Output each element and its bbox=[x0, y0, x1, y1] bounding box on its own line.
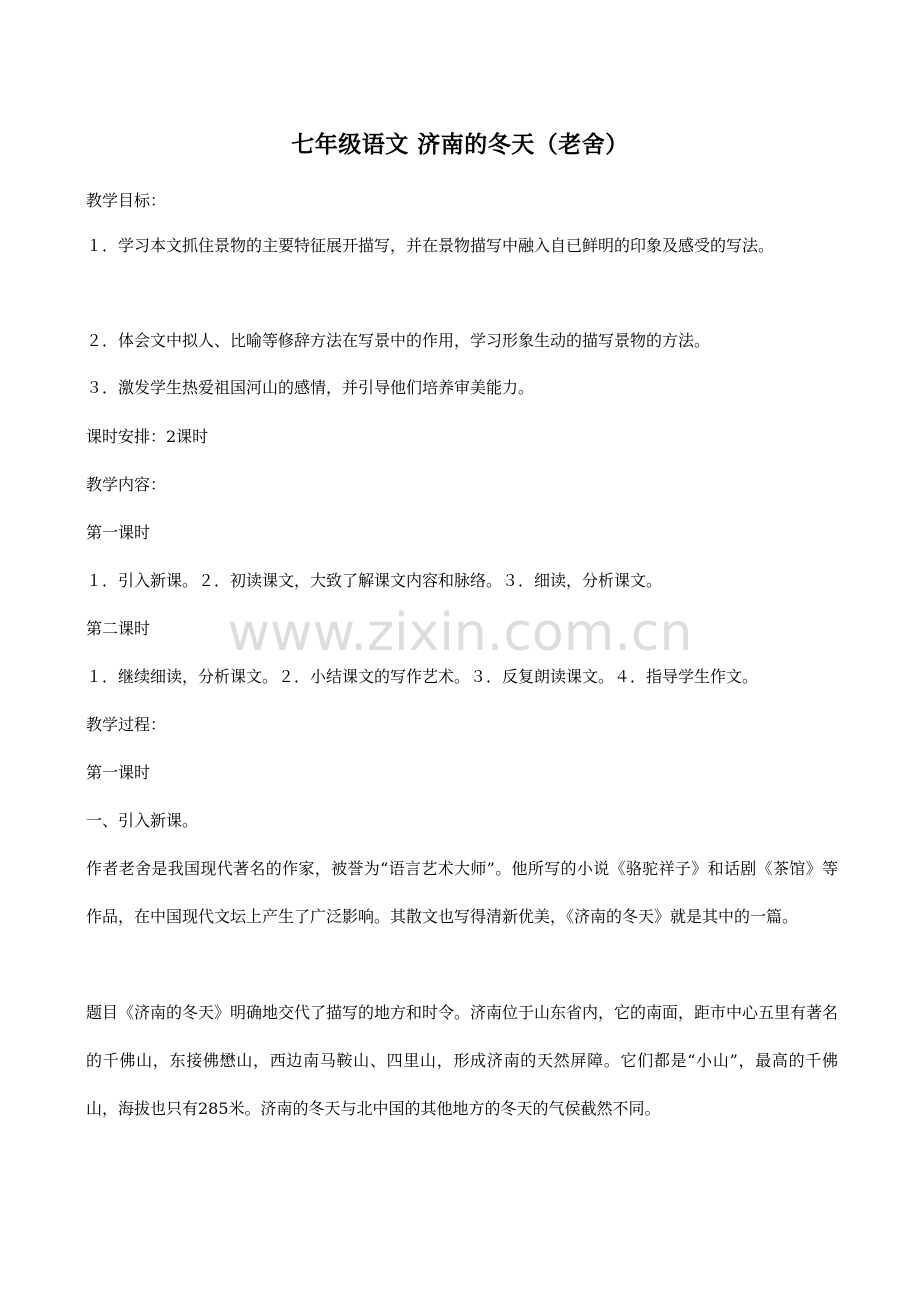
step1-heading: 一、引入新课。 bbox=[86, 811, 199, 830]
lesson1-heading: 第一课时 bbox=[86, 523, 151, 542]
objective-item-2: ２．体会文中拟人、比喻等修辞方法在写景中的作用，学习形象生动的描写景物的方法。 bbox=[86, 331, 711, 350]
objective-item-3: ３．激发学生热爱祖国河山的感情，并引导他们培养审美能力。 bbox=[86, 378, 535, 397]
content-heading: 教学内容： bbox=[86, 475, 167, 494]
paragraph-2: 题目《济南的冬天》明确地交代了描写的地方和时令。济南位于山东省内，它的南面，距市中心五里有著名的千佛山，东接佛懋山，西边南马鞍山、四里山，形成济南的天然屏障。它们都是“小山”，最高的千佛山，海拔也只有285米。济南的冬天与北中国的其他地方的冬天的气侯截然不同。 bbox=[86, 1003, 839, 1118]
lesson1-items: １．引入新课。２．初读课文，大致了解课文内容和脉络。３．细读，分析课文。 bbox=[86, 571, 663, 590]
objectives-heading: 教学目标： bbox=[86, 191, 167, 210]
watermark: www.zixin.com.cn bbox=[227, 603, 693, 663]
schedule-line: 课时安排：2课时 bbox=[86, 427, 209, 446]
paragraph-1: 作者老舍是我国现代著名的作家，被誉为“语言艺术大师”。他所写的小说《骆驼祥子》和话剧《茶馆》等作品，在中国现代文坛上产生了广泛影响。其散文也写得清新优美，《济南的冬天》就是其中的一篇。 bbox=[86, 859, 838, 926]
process-lesson1-heading: 第一课时 bbox=[86, 763, 151, 782]
document-title: 七年级语文 济南的冬天（老舍） bbox=[291, 131, 629, 158]
process-heading: 教学过程： bbox=[86, 715, 167, 734]
objective-item-1: １．学习本文抓住景物的主要特征展开描写，并在景物描写中融入自已鲜明的印象及感受的写法。 bbox=[86, 236, 775, 255]
lesson2-heading: 第二课时 bbox=[86, 619, 151, 638]
lesson2-items: １．继续细读，分析课文。２．小结课文的写作艺术。３．反复朗读课文。４．指导学生作文。 bbox=[86, 667, 759, 686]
